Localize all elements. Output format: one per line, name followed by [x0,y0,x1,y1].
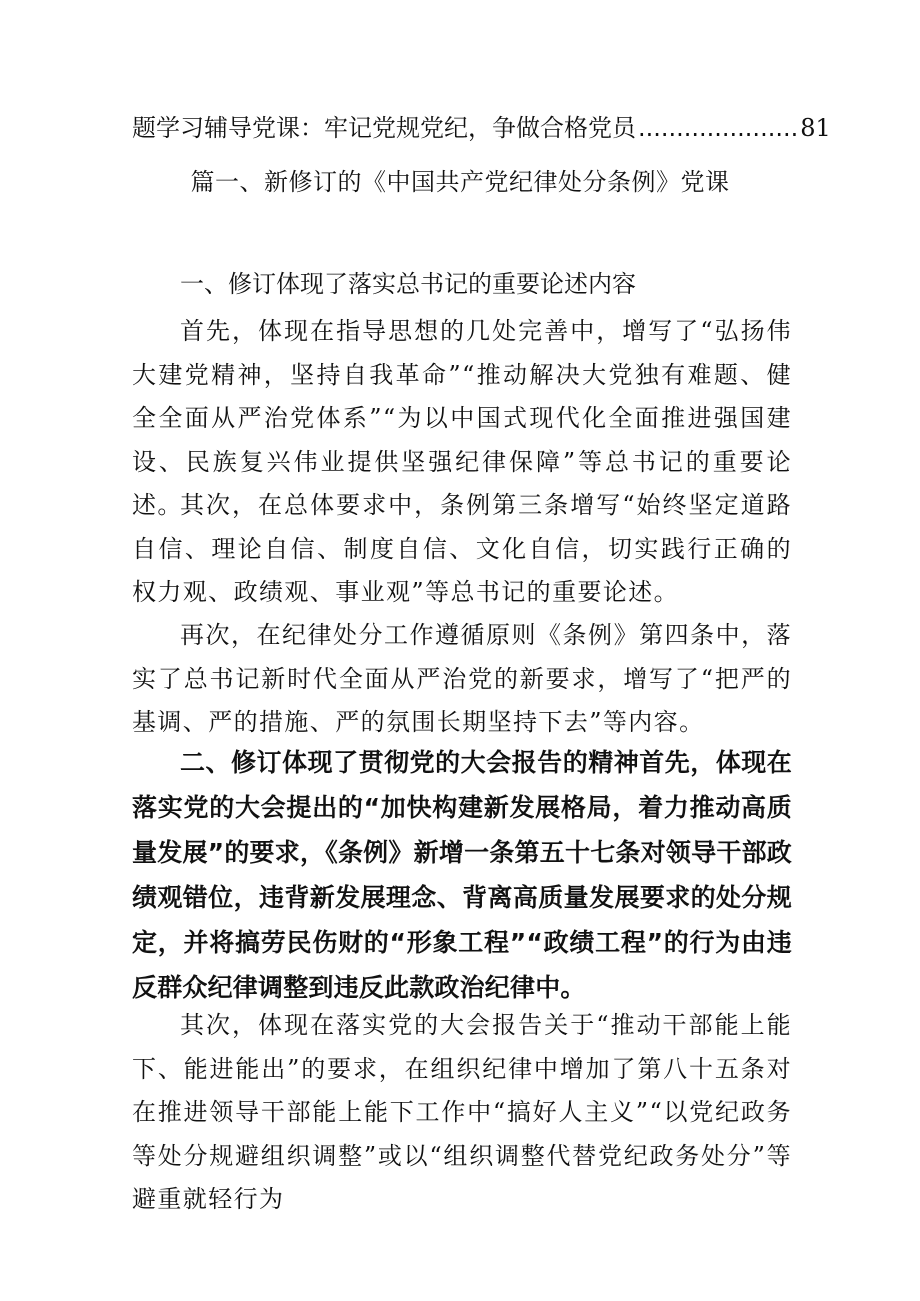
body-paragraph: 其次，在总体要求中，条例第三条增写“始终坚定道路自信、理论自信、制度自信、文化自信，切实践行正确的权力观、政绩观、事业观”等总书记的重要论述。 [132,491,792,606]
body-paragraph: 其次，体现在落实党的大会报告关于“推动干部能上能下、能进能出”的要求，在组织纪律中增加了第八十五条对在推进领导干部能上能下工作中“搞好人主义”“以党纪政务等处分规避组织调整”或以“组织调整代替党纪政务处分”等避重就轻行为 [132,1011,792,1213]
toc-page-number: 81 [800,114,831,142]
part-title: 篇一、新修订的《中国共产党纪律处分条例》党课 [190,168,730,196]
toc-entry[interactable] [132,108,831,148]
toc-leader-dots: ..................... [638,114,799,142]
toc-entry-title: 题学习辅导党课：牢记党规党纪，争做合格党员 [132,114,636,142]
section-heading-2-paragraph: 二、修订体现了贯彻党的大会报告的精神首先，体现在落实党的大会提出的“加快构建新发展格局，着力推动高质量发展”的要求，《条例》新增一条第五十七条对领导干部政绩观错位，违背新发展理念、背离高质量发展要求的处分规定，并将搞劳民伤财的“形象工程”“政绩工程”的行为由违反群众纪律调整到违反此款政治纪律中。 [132,748,792,1002]
body-paragraph: 再次，在纪律处分工作遵循原则《条例》第四条中，落实了总书记新时代全面从严治党的新要求，增写了“把严的基调、严的措施、严的氛围长期坚持下去”等内容。 [132,621,792,736]
body-paragraph: 首先，体现在指导思想的几处完善中，增写了“弘扬伟大建党精神，坚持自我革命”“推动解决大党独有难题、健全全面从严治党体系”“为以中国式现代化全面推进强国建设、民族复兴伟业提供坚强纪律保障”等总书记的重要论述。 [132,317,792,519]
section-heading-1: 一、修订体现了落实总书记的重要论述内容 [180,270,636,298]
